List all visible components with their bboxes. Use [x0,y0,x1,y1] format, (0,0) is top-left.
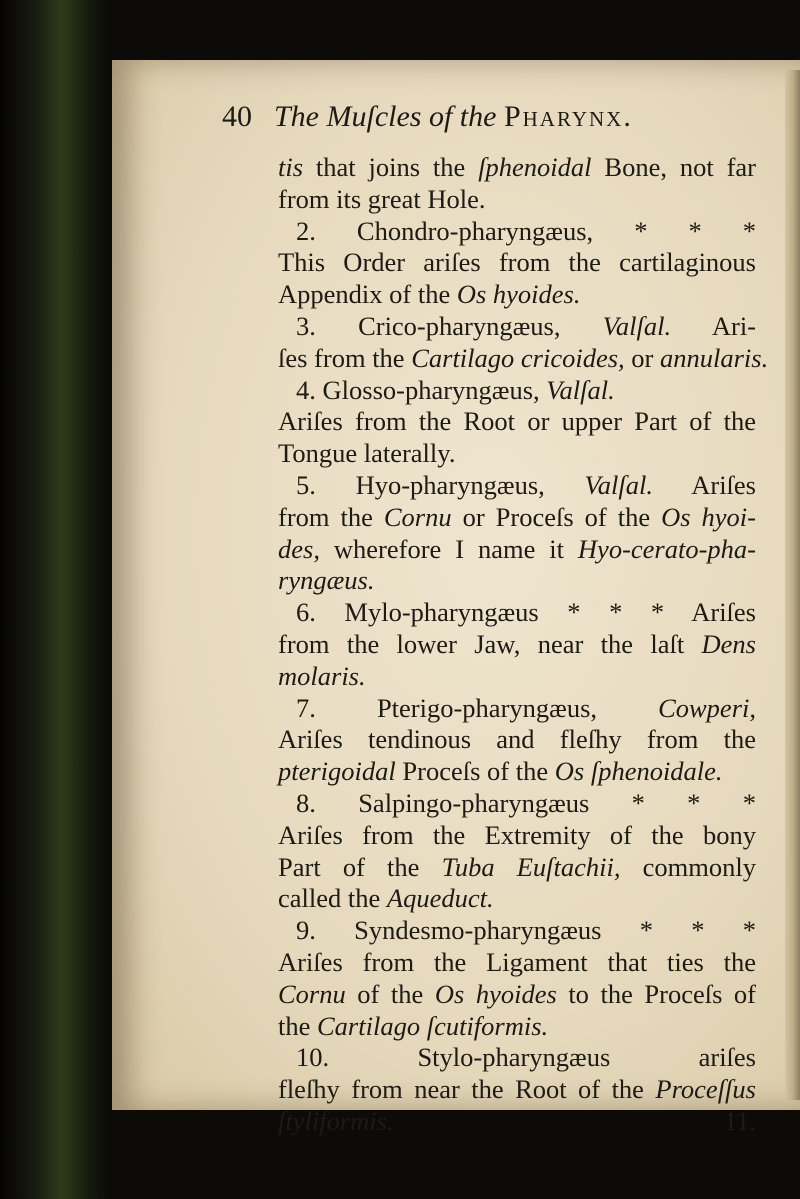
body-text [278,152,769,1138]
text-line [278,438,756,470]
text-span: from its great Hole. [278,183,486,214]
italic-span: annularis. [660,342,769,373]
italic-span: ryngæus. [278,565,375,596]
text-span: of the [345,978,435,1009]
italic-span: Cartilago ſcutiformis. [317,1010,549,1041]
text-line [278,565,756,597]
text-span: Part of the [278,851,442,882]
text-span: Ariſes tendinous and fleſhy from the [278,724,756,755]
text-span: Proceſs of the [395,756,555,787]
text-line [278,820,756,852]
italic-span: Valſal. [546,374,615,405]
text-span: Bone, not far [591,152,756,182]
text-span: Ari- [671,310,756,341]
running-title-italic: The Muſcles of the [274,100,497,133]
text-span: wherefore I name it [319,533,578,564]
italic-span: Proceſſus [655,1074,756,1105]
italic-span: Cowperi, [658,692,756,723]
page-number: 40 [222,100,252,133]
text-span: Ariſes from the Ligament that ties the [278,946,756,977]
text-line [278,1106,756,1138]
text-span: 5. Hyo-pharyngæus, [296,469,585,500]
italic-span: Os hyoides [434,978,557,1009]
text-span: Appendix of the [278,279,457,310]
text-line [278,661,756,693]
text-span: or Proceſs of the [451,501,662,532]
italic-span: Cornu [383,501,452,532]
italic-span: Valſal. [584,469,653,500]
running-title [274,100,633,134]
text-line [278,788,756,820]
italic-span: ſphenoidal [478,152,592,182]
text-span: called the [278,883,387,914]
catchword: 11. [723,1105,756,1136]
text-span: to the Proceſs of [556,978,757,1009]
text-span: from the lower Jaw, near the laſt [278,628,702,659]
text-span: Tongue laterally. [278,438,456,469]
italic-span: pterigoidal [278,756,396,787]
text-line [278,311,756,343]
text-line [278,1042,756,1074]
text-line [278,184,756,216]
text-line [278,693,756,725]
text-line [278,852,756,884]
italic-span: tis [278,152,304,182]
text-line [278,1074,756,1106]
text-span: Ariſes from the Root or upper Part of the [278,406,756,437]
text-span: 4. Glosso-pharyngæus, [296,374,547,405]
text-span: Ariſes from the Extremity of the bony [278,819,756,850]
text-line [278,597,756,629]
text-line [278,979,756,1011]
text-span: commonly [620,851,757,882]
text-span: 10. Stylo-pharyngæus ariſes [296,1042,756,1073]
italic-span: ſtyliformis. [278,1105,394,1136]
text-span: 8. Salpingo-pharyngæus * * * [296,787,756,818]
text-line [278,470,756,502]
italic-span: Tuba Euſtachii, [441,851,621,882]
text-span: the [278,1010,317,1041]
italic-span: Os hyoides. [456,279,581,310]
text-line [278,756,756,788]
italic-span: molaris. [278,660,366,691]
italic-span: Os ſphenoidale. [554,756,723,787]
text-span: 2. Chondro-pharyngæus, * * * [296,215,756,246]
italic-span: Cornu [278,978,346,1009]
text-line [278,947,756,979]
text-line [278,342,769,375]
italic-span: Hyo-cerato-pha- [577,533,756,564]
text-span: 3. Crico-pharyngæus, [296,310,603,341]
italic-span: Aqueduct. [386,883,494,914]
italic-span: Cartilago cricoides, [411,342,625,373]
text-line [278,247,756,279]
text-span: fleſhy from near the Root of the [278,1074,656,1105]
text-line [278,883,756,915]
italic-span: Dens [701,628,756,659]
text-line [278,216,756,248]
text-span: This Order ariſes from the cartilaginous [278,247,756,278]
text-line [278,279,756,311]
running-title-caps: Pharynx. [503,100,633,133]
text-line [278,629,756,661]
text-line [278,915,756,947]
text-line [278,724,756,756]
text-line [278,375,756,407]
text-line [278,152,756,184]
text-span: 6. Mylo-pharyngæus * * * Ariſes [296,597,756,628]
text-span: ſes from the [278,342,412,373]
text-line [278,534,756,566]
text-span: Ariſes [652,469,756,500]
italic-span: Os hyoi- [661,501,756,532]
page-edge [785,70,800,1100]
text-span: that joins the [303,152,479,182]
text-span: from the [278,501,384,532]
book-binding-shadow [0,0,112,1199]
italic-span: Valſal. [602,310,672,341]
italic-span: des, [278,533,320,564]
text-line [278,502,756,534]
text-span: or [624,342,660,373]
text-span: 7. Pterigo-pharyngæus, [296,692,659,723]
text-span: 9. Syndesmo-pharyngæus * * * [296,915,756,946]
text-line [278,1011,756,1043]
running-header [222,100,742,140]
text-line [278,406,756,438]
